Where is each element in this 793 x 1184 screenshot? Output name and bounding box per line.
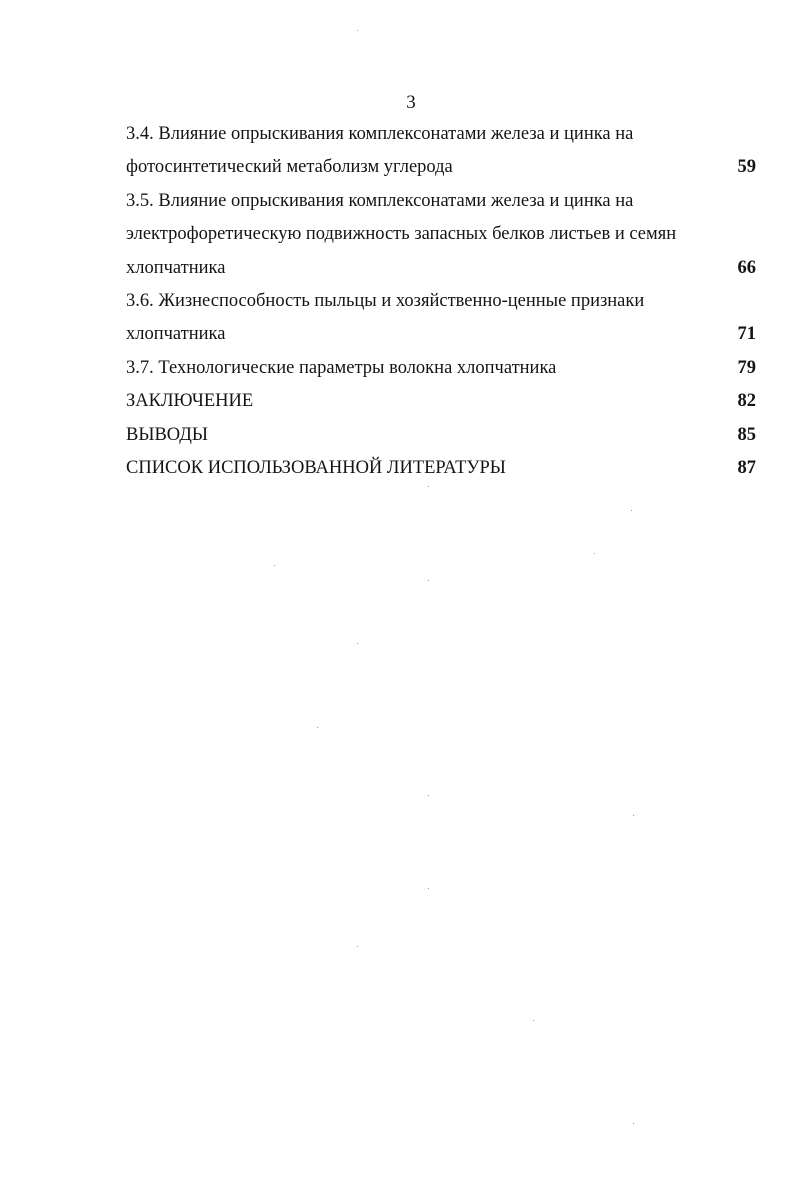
toc-page-number: 87 xyxy=(737,458,756,479)
scan-speck xyxy=(357,30,358,31)
scan-speck xyxy=(533,1020,534,1021)
toc-entry-text: электрофоретическую подвижность запасных белков листьев и семян xyxy=(126,224,677,245)
toc-entry-findings xyxy=(126,419,756,452)
toc-entry-text: 3.6. Жизнеспособность пыльцы и хозяйственно-ценные признаки xyxy=(126,291,645,312)
toc-page-number: 85 xyxy=(737,424,756,445)
scan-speck xyxy=(428,795,429,796)
toc-entry-text: ЗАКЛЮЧЕНИЕ xyxy=(126,391,254,412)
toc-entry-text: фотосинтетический метаболизм углерода xyxy=(126,157,453,178)
toc-entry-text: СПИСОК ИСПОЛЬЗОВАННОЙ ЛИТЕРАТУРЫ xyxy=(126,458,506,479)
toc-entry-3-5 xyxy=(126,185,756,285)
scan-speck xyxy=(594,553,595,554)
toc-page-number: 82 xyxy=(737,391,756,412)
scan-speck xyxy=(428,486,429,487)
scan-speck xyxy=(631,510,632,511)
toc-page-number: 66 xyxy=(737,257,756,278)
scan-speck xyxy=(633,815,634,816)
scan-speck xyxy=(274,565,275,566)
toc-entry-text: 3.5. Влияние опрыскивания комплексонатами железа и цинка на xyxy=(126,190,634,211)
toc-entry-references xyxy=(126,452,756,485)
toc-page-number: 71 xyxy=(737,324,756,345)
scan-speck xyxy=(357,643,358,644)
scan-speck xyxy=(633,1123,634,1124)
toc-entry-conclusion xyxy=(126,385,756,418)
scan-speck xyxy=(428,580,429,581)
scan-speck xyxy=(317,727,318,728)
toc-entry-text: хлопчатника xyxy=(126,324,226,345)
toc-page-number: 59 xyxy=(737,157,756,178)
scan-speck xyxy=(428,888,429,889)
toc-entry-3-4 xyxy=(126,118,756,185)
toc-entry-3-6 xyxy=(126,285,756,352)
toc-page-number: 79 xyxy=(737,357,756,378)
page-number: 3 xyxy=(406,92,416,113)
toc-entry-text: хлопчатника xyxy=(126,257,226,278)
table-of-contents xyxy=(126,118,756,485)
scan-speck xyxy=(357,946,358,947)
toc-entry-text: 3.4. Влияние опрыскивания комплексонатами железа и цинка на xyxy=(126,124,634,144)
toc-entry-text: 3.7. Технологические параметры волокна хлопчатника xyxy=(126,357,557,378)
toc-entry-3-7 xyxy=(126,352,756,385)
toc-entry-text: ВЫВОДЫ xyxy=(126,424,209,445)
